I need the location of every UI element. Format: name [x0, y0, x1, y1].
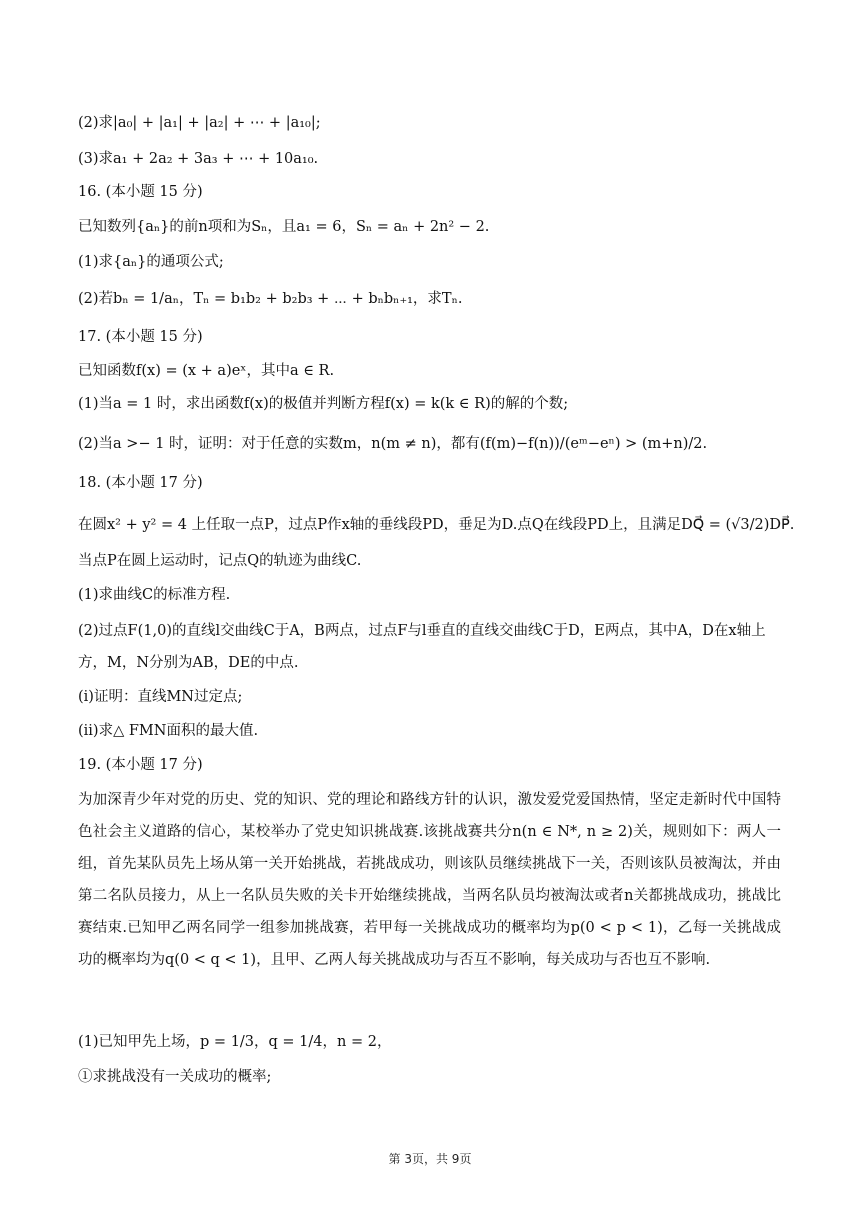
q16-heading: 16. (本小题 15 分)	[78, 184, 203, 200]
q18-heading: 18. (本小题 17 分)	[78, 475, 203, 491]
q18-part2: (2)过点F(1,0)的直线l交曲线C于A，B两点，过点F与l垂直的直线交曲线C于D，E两点，其中A，D在x轴上	[78, 623, 766, 639]
q18-part2-i: (i)证明：直线MN过定点;	[78, 689, 243, 705]
q17-heading: 17. (本小题 15 分)	[78, 329, 203, 345]
q18-stem: 在圆x² + y² = 4 上任取一点P，过点P作x轴的垂线段PD，垂足为D.点Q在线段PD上，且满足DQ⃗ = (√3/2)DP⃗.	[78, 517, 795, 533]
q18-stem-cont: 当点P在圆上运动时，记点Q的轨迹为曲线C.	[78, 553, 362, 569]
q15-part2: (2)求|a₀| + |a₁| + |a₂| + ⋯ + |a₁₀|;	[78, 115, 321, 131]
q19-part1: (1)已知甲先上场，p = 1/3，q = 1/4，n = 2，	[78, 1034, 392, 1050]
page-footer: 第 3页，共 9页	[388, 1152, 472, 1166]
q17-part1: (1)当a = 1 时，求出函数f(x)的极值并判断方程f(x) = k(k ∈ R)的解的个数;	[78, 396, 569, 412]
q18-part2-cont: 方，M，N分别为AB，DE的中点.	[78, 655, 299, 671]
q19-heading: 19. (本小题 17 分)	[78, 757, 203, 773]
q16-part1: (1)求{aₙ}的通项公式;	[78, 254, 224, 270]
q17-part2: (2)当a >− 1 时，证明：对于任意的实数m，n(m ≠ n)，都有(f(m)−f(n))/(eᵐ−eⁿ) > (m+n)/2.	[78, 436, 708, 452]
q18-part1: (1)求曲线C的标准方程.	[78, 587, 231, 603]
q16-stem: 已知数列{aₙ}的前n项和为Sₙ，且a₁ = 6，Sₙ = aₙ + 2n² − 2.	[78, 219, 490, 235]
q19-part1-sub1: ①求挑战没有一关成功的概率;	[78, 1069, 272, 1085]
q17-stem: 已知函数f(x) = (x + a)eˣ，其中a ∈ R.	[78, 363, 335, 379]
q16-part2: (2)若bₙ = 1/aₙ，Tₙ = b₁b₂ + b₂b₃ + ⋯ + bₙbₙ₊₁，求Tₙ.	[78, 291, 463, 307]
q18-part2-ii: (ii)求△ FMN面积的最大值.	[78, 723, 259, 739]
q15-part3: (3)求a₁ + 2a₂ + 3a₃ + ⋯ + 10a₁₀.	[78, 151, 319, 167]
q19-stem: 为加深青少年对党的历史、党的知识、党的理论和路线方针的认识，激发爱党爱国热情，坚定走新时代中国特色社会主义道路的信心，某校举办了党史知识挑战赛.该挑战赛共分n(n ∈ N*, n ≥ 2)关，规则如下：两人一组，首先某队员先上场从第一关开始挑战，若挑战成功，则该队员继续挑战下一关，否则该队员被淘汰，并由第二名队员接力，从上一名队员失败的关卡开始继续挑战，当两名队员均被淘汰或者n关都挑战成功，挑战比赛结束.已知甲乙两名同学一组参加挑战赛，若甲每一关挑战成功的概率均为p(0 < p < 1)，乙每一关挑战成功的概率均为q(0 < q < 1)，且甲、乙两人每关挑战成功与否互不影响，每关成功与否也互不影响.	[78, 792, 781, 968]
